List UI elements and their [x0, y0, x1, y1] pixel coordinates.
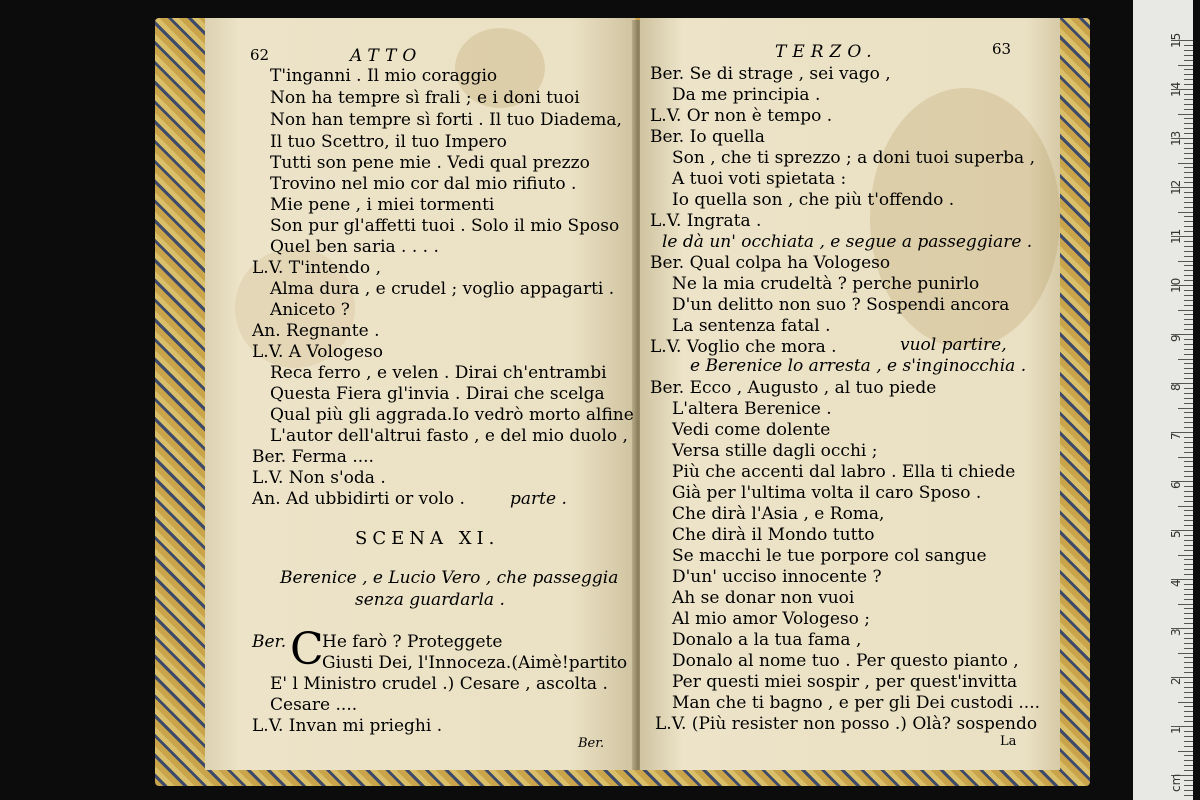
ruler-tick — [1178, 261, 1193, 262]
text-line: Reca ferro , e velen . Dirai ch'entrambi — [270, 363, 607, 383]
ruler-tick — [1184, 69, 1193, 70]
text-line: L.V. (Più resister non posso .) Olà? sospendo — [655, 714, 1038, 734]
ruler-number: 5 — [1169, 530, 1183, 538]
ruler-tick — [1184, 393, 1193, 394]
stage-direction: le dà un' occhiata , e segue a passeggiare . — [662, 232, 1033, 252]
text-line: He farò ? Proteggete — [322, 632, 503, 652]
ruler-tick — [1184, 202, 1193, 203]
ruler-tick — [1184, 584, 1193, 585]
ruler-tick — [1184, 569, 1193, 570]
ruler-tick — [1178, 163, 1193, 164]
text-line: Più che accenti dal labro . Ella ti chiede — [672, 462, 1016, 482]
ruler-tick — [1184, 476, 1193, 477]
ruler-tick — [1178, 506, 1193, 507]
ruler-tick — [1184, 109, 1193, 110]
ruler-tick — [1184, 354, 1193, 355]
text-line: Quel ben saria . . . . — [270, 237, 439, 257]
ruler-tick — [1184, 520, 1193, 521]
ruler-tick — [1184, 618, 1193, 619]
ruler-tick — [1184, 231, 1193, 232]
stage-direction: parte . — [510, 489, 567, 509]
text-line: La sentenza fatal . — [672, 316, 831, 336]
ruler-tick — [1184, 545, 1193, 546]
text-line: Che dirà il Mondo tutto — [672, 525, 875, 545]
ruler-tick — [1184, 329, 1193, 330]
text-line: Aniceto ? — [270, 300, 350, 320]
ruler-tick — [1178, 653, 1193, 654]
ruler-tick — [1184, 133, 1193, 134]
text-line: L.V. Or non è tempo . — [650, 106, 833, 126]
ruler-tick — [1184, 182, 1193, 183]
ruler-tick — [1184, 403, 1193, 404]
ruler-tick — [1184, 256, 1193, 257]
ruler-tick — [1184, 716, 1193, 717]
ruler-tick — [1178, 457, 1193, 458]
text-line: An. Ad ubbidirti or volo . — [252, 489, 465, 509]
ruler-tick — [1184, 290, 1193, 291]
ruler-tick — [1184, 437, 1193, 438]
ruler-tick — [1184, 99, 1193, 100]
ruler-tick — [1184, 706, 1193, 707]
ruler-tick — [1184, 613, 1193, 614]
speaker-label: Ber. — [252, 632, 287, 652]
text-line: Ber. Ecco , Augusto , al tuo piede — [650, 378, 937, 398]
text-line: Al mio amor Vologeso ; — [672, 609, 870, 629]
stage-direction: Berenice , e Lucio Vero , che passeggia — [280, 568, 619, 588]
text-line: Se macchi le tue porpore col sangue — [672, 546, 987, 566]
ruler-tick — [1184, 216, 1193, 217]
ruler-tick — [1184, 319, 1193, 320]
ruler-tick — [1184, 427, 1193, 428]
ruler-tick — [1184, 246, 1193, 247]
ruler-tick — [1184, 314, 1193, 315]
ruler-unit: cm — [1169, 773, 1183, 792]
text-line: L.V. T'intendo , — [252, 258, 381, 278]
drop-cap: C — [290, 624, 324, 675]
text-line: Già per l'ultima volta il caro Sposo . — [672, 483, 982, 503]
text-line: D'un' ucciso innocente ? — [672, 567, 882, 587]
ruler-number: 1 — [1169, 726, 1183, 734]
ruler-number: 4 — [1169, 579, 1183, 587]
ruler-tick — [1184, 638, 1193, 639]
ruler-number: 11 — [1169, 228, 1183, 244]
ruler-tick — [1184, 471, 1193, 472]
ruler-tick — [1184, 422, 1193, 423]
ruler-tick — [1184, 74, 1193, 75]
ruler-tick — [1184, 123, 1193, 124]
ruler-number: 12 — [1169, 179, 1183, 195]
text-line: T'inganni . Il mio coraggio — [270, 66, 498, 86]
text-line: Per questi miei sospir , per quest'invitta — [672, 672, 1018, 692]
ruler-tick — [1184, 755, 1193, 756]
ruler-tick — [1184, 540, 1193, 541]
ruler-tick — [1184, 466, 1193, 467]
ruler-number: 13 — [1169, 130, 1183, 146]
ruler-number: 8 — [1169, 383, 1183, 391]
ruler-tick — [1184, 373, 1193, 374]
text-line: Qual più gli aggrada.Io vedrò morto alfine — [270, 405, 634, 425]
catchword: Ber. — [578, 736, 605, 751]
ruler-number: 6 — [1169, 481, 1183, 489]
text-line: A tuoi voti spietata : — [672, 169, 847, 189]
ruler-tick — [1184, 643, 1193, 644]
ruler-tick — [1184, 270, 1193, 271]
ruler-tick — [1184, 177, 1193, 178]
text-line: Da me principia . — [672, 85, 821, 105]
right-page-number: 63 — [992, 40, 1012, 58]
text-line: Ber. Ferma .... — [252, 447, 374, 467]
ruler-tick — [1184, 280, 1193, 281]
ruler-number: 10 — [1169, 277, 1183, 293]
ruler-tick — [1184, 648, 1193, 649]
text-line: Man che ti bagno , e per gli Dei custodi .... — [672, 693, 1041, 713]
scene-title: SCENA XI. — [355, 528, 500, 549]
text-line: Non ha tempre sì frali ; e i doni tuoi — [270, 88, 580, 108]
ruler-tick — [1184, 45, 1193, 46]
text-line: Alma dura , e crudel ; voglio appagarti . — [270, 279, 615, 299]
ruler-tick — [1184, 501, 1193, 502]
ruler-tick — [1184, 667, 1193, 668]
ruler-tick — [1184, 491, 1193, 492]
ruler-tick — [1184, 692, 1193, 693]
ruler-tick — [1184, 378, 1193, 379]
ruler-tick — [1184, 158, 1193, 159]
ruler-tick — [1184, 94, 1193, 95]
ruler-tick — [1184, 589, 1193, 590]
text-line: Donalo a la tua fama , — [672, 630, 862, 650]
text-line: Questa Fiera gl'invia . Dirai che scelga — [270, 384, 605, 404]
ruler-tick — [1184, 633, 1193, 634]
ruler-tick — [1178, 702, 1193, 703]
text-line: Vedi come dolente — [672, 420, 831, 440]
ruler-tick — [1184, 672, 1193, 673]
ruler-tick — [1184, 295, 1193, 296]
ruler-tick — [1184, 363, 1193, 364]
ruler-tick — [1184, 118, 1193, 119]
ruler-tick — [1184, 741, 1193, 742]
text-line: Donalo al nome tuo . Per questo pianto , — [672, 651, 1019, 671]
ruler-number: 9 — [1169, 334, 1183, 342]
text-line: Ber. Io quella — [650, 127, 765, 147]
ruler-tick — [1178, 359, 1193, 360]
ruler-tick — [1184, 344, 1193, 345]
ruler-tick — [1184, 275, 1193, 276]
ruler-tick — [1184, 594, 1193, 595]
ruler-tick — [1184, 623, 1193, 624]
stage-direction: vuol partire, — [900, 335, 1007, 355]
ruler-tick — [1184, 153, 1193, 154]
measuring-ruler — [1133, 0, 1193, 800]
ruler-tick — [1184, 790, 1193, 791]
text-line: D'un delitto non suo ? Sospendi ancora — [672, 295, 1010, 315]
text-line: Ber. Se di strage , sei vago , — [650, 64, 891, 84]
ruler-tick — [1184, 305, 1193, 306]
text-line: Ne la mia crudeltà ? perche punirlo — [672, 274, 980, 294]
ruler-tick — [1184, 417, 1193, 418]
text-line: Giusti Dei, l'Innoceza.(Aimè!partito — [322, 653, 628, 673]
ruler-number: 2 — [1169, 677, 1183, 685]
ruler-tick — [1184, 574, 1193, 575]
ruler-number: 14 — [1169, 81, 1183, 97]
ruler-tick — [1184, 510, 1193, 511]
ruler-tick — [1184, 398, 1193, 399]
text-line: Son pur gl'affetti tuoi . Solo il mio Sposo — [270, 216, 620, 236]
ruler-tick — [1184, 721, 1193, 722]
ruler-tick — [1184, 711, 1193, 712]
ruler-tick — [1184, 50, 1193, 51]
stage-direction: senza guardarla . — [355, 590, 505, 610]
text-line: E' l Ministro crudel .) Cesare , ascolta . — [270, 674, 608, 694]
ruler-tick — [1178, 212, 1193, 213]
text-line: L'altera Berenice . — [672, 399, 832, 419]
text-line: L.V. Voglio che mora . — [650, 337, 837, 357]
ruler-tick — [1184, 84, 1193, 85]
ruler-tick — [1184, 148, 1193, 149]
ruler-tick — [1184, 265, 1193, 266]
text-line: Ber. Qual colpa ha Vologeso — [650, 253, 891, 273]
ruler-tick — [1184, 447, 1193, 448]
ruler-tick — [1178, 555, 1193, 556]
ruler-tick — [1184, 496, 1193, 497]
ruler-tick — [1184, 221, 1193, 222]
ruler-tick — [1184, 412, 1193, 413]
ruler-tick — [1184, 226, 1193, 227]
ruler-tick — [1184, 207, 1193, 208]
ruler-tick — [1184, 535, 1193, 536]
ruler-tick — [1184, 795, 1193, 796]
right-running-head: TERZO. — [775, 42, 878, 62]
ruler-tick — [1184, 780, 1193, 781]
ruler-tick — [1178, 408, 1193, 409]
ruler-tick — [1184, 687, 1193, 688]
ruler-tick — [1184, 550, 1193, 551]
ruler-tick — [1184, 525, 1193, 526]
ruler-tick — [1184, 300, 1193, 301]
ruler-tick — [1184, 564, 1193, 565]
ruler-number: 7 — [1169, 432, 1183, 440]
ruler-tick — [1184, 608, 1193, 609]
ruler-tick — [1184, 765, 1193, 766]
ruler-tick — [1184, 143, 1193, 144]
text-line: Cesare .... — [270, 695, 358, 715]
ruler-number: 3 — [1169, 628, 1183, 636]
text-line: Trovino nel mio cor dal mio rifiuto . — [270, 174, 577, 194]
text-line: L'autor dell'altrui fasto , e del mio duolo , — [270, 426, 628, 446]
ruler-tick — [1184, 368, 1193, 369]
stage-direction: e Berenice lo arresta , e s'inginocchia . — [690, 356, 1027, 376]
text-line: Son , che ti sprezzo ; a doni tuoi superba , — [672, 148, 1035, 168]
left-page-number: 62 — [250, 46, 270, 64]
text-line: L.V. A Vologeso — [252, 342, 384, 362]
ruler-number: 15 — [1169, 32, 1183, 48]
ruler-tick — [1178, 114, 1193, 115]
ruler-tick — [1184, 731, 1193, 732]
ruler-tick — [1184, 324, 1193, 325]
text-line: L.V. Invan mi prieghi . — [252, 716, 443, 736]
ruler-tick — [1184, 486, 1193, 487]
ruler-tick — [1184, 697, 1193, 698]
ruler-tick — [1184, 599, 1193, 600]
ruler-tick — [1184, 128, 1193, 129]
ruler-tick — [1184, 349, 1193, 350]
ruler-tick — [1184, 682, 1193, 683]
ruler-tick — [1184, 241, 1193, 242]
text-line: Versa stille dagli occhi ; — [672, 441, 878, 461]
ruler-tick — [1184, 559, 1193, 560]
ruler-tick — [1184, 167, 1193, 168]
catchword: La — [1000, 734, 1017, 749]
ruler-tick — [1184, 736, 1193, 737]
ruler-tick — [1184, 515, 1193, 516]
ruler-tick — [1184, 104, 1193, 105]
ruler-tick — [1184, 388, 1193, 389]
ruler-tick — [1184, 172, 1193, 173]
ruler-tick — [1184, 192, 1193, 193]
ruler-tick — [1184, 746, 1193, 747]
left-running-head: ATTO — [350, 46, 423, 66]
ruler-tick — [1184, 197, 1193, 198]
ruler-tick — [1178, 751, 1193, 752]
ruler-tick — [1184, 452, 1193, 453]
ruler-tick — [1184, 657, 1193, 658]
text-line: Non han tempre sì forti . Il tuo Diadema, — [270, 110, 622, 130]
ruler-tick — [1184, 770, 1193, 771]
ruler-tick — [1184, 785, 1193, 786]
ruler-tick — [1184, 442, 1193, 443]
ruler-tick — [1184, 461, 1193, 462]
ruler-tick — [1178, 604, 1193, 605]
text-line: Il tuo Scettro, il tuo Impero — [270, 132, 507, 152]
text-line: Mie pene , i miei tormenti — [270, 195, 495, 215]
ruler-tick — [1178, 310, 1193, 311]
text-line: L.V. Non s'oda . — [252, 468, 386, 488]
ruler-tick — [1184, 55, 1193, 56]
ruler-tick — [1178, 65, 1193, 66]
ruler-tick — [1184, 339, 1193, 340]
ruler-tick — [1184, 251, 1193, 252]
text-line: Io quella son , che più t'offendo . — [672, 190, 955, 210]
ruler-tick — [1184, 79, 1193, 80]
text-line: Ah se donar non vuoi — [672, 588, 855, 608]
ruler-tick — [1184, 760, 1193, 761]
text-line: Che dirà l'Asia , e Roma, — [672, 504, 885, 524]
text-line: L.V. Ingrata . — [650, 211, 762, 231]
ruler-tick — [1184, 60, 1193, 61]
text-line: Tutti son pene mie . Vedi qual prezzo — [270, 153, 590, 173]
text-line: An. Regnante . — [252, 321, 380, 341]
ruler-tick — [1184, 662, 1193, 663]
